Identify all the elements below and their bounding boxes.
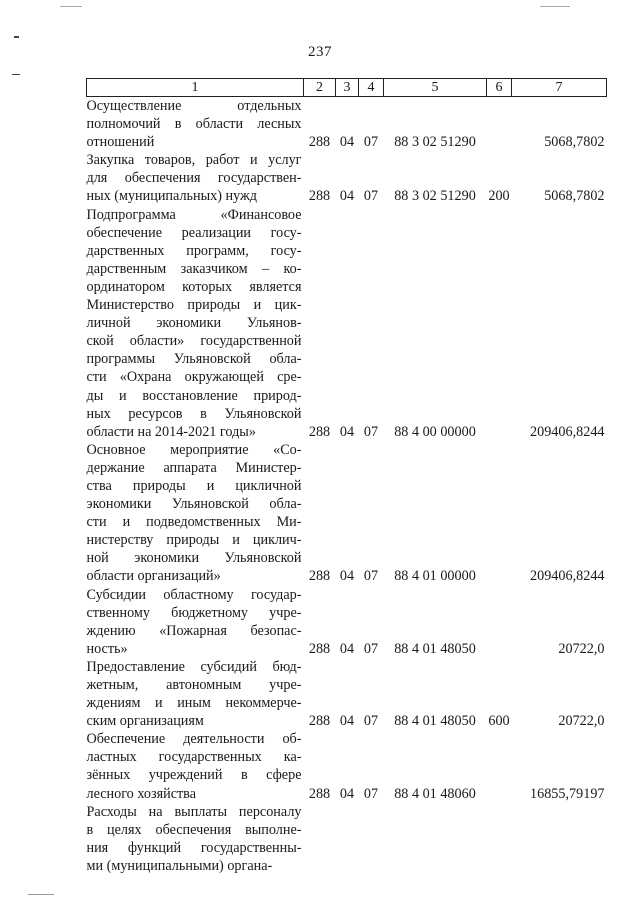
column-header: 7	[512, 79, 607, 97]
description-line: Основное мероприятие «Со-	[86, 441, 302, 458]
page-number: 237	[308, 44, 332, 60]
expense-type-code	[487, 803, 512, 875]
column-header: 5	[384, 79, 487, 97]
description-line: ной экономики Ульяновской	[86, 550, 302, 567]
description-line: жетным, автономным учре-	[86, 677, 302, 693]
target-article-code: 88 3 02 51290	[394, 134, 476, 151]
expense-type-code	[487, 206, 512, 441]
description-line: Министерство природы и цик-	[86, 297, 302, 314]
subsection-code: 07	[363, 785, 379, 802]
description-line: ждению «Пожарная безопас-	[86, 622, 302, 639]
target-article-code: 88 4 01 48050	[394, 640, 476, 657]
description-line: обеспечение реализации госу-	[86, 224, 302, 241]
amount: 5068,7802	[544, 134, 605, 151]
amount: 209406,8244	[530, 423, 605, 440]
expense-type-code: 200	[488, 188, 510, 205]
subsection-code	[359, 803, 384, 875]
description-line: ственному бюджетному учре-	[86, 604, 302, 621]
table-row	[87, 151, 607, 205]
scan-mark	[12, 74, 20, 75]
chapter-code	[304, 803, 336, 875]
section-code: 04	[339, 134, 355, 151]
chapter-code: 288	[308, 640, 331, 657]
description-line: экономики Ульяновской обла-	[86, 496, 302, 513]
description-line: ния функций государственны-	[86, 839, 302, 856]
chapter-code: 288	[308, 423, 331, 440]
description-line: сти и подведомственных Ми-	[86, 514, 302, 531]
description-line: ждениям и иным некоммерче-	[86, 695, 302, 712]
row-description	[87, 441, 304, 586]
column-header: 2	[304, 79, 336, 97]
amount	[512, 803, 607, 875]
chapter-code: 288	[308, 568, 331, 585]
row-description	[87, 803, 304, 875]
amount: 20722,0	[558, 640, 605, 657]
description-line: ных ресурсов в Ульяновской	[86, 405, 302, 422]
subsection-code: 07	[363, 640, 379, 657]
description-line: лесного хозяйства	[86, 785, 196, 802]
section-code: 04	[339, 568, 355, 585]
target-article-code: 88 4 01 00000	[394, 568, 476, 585]
amount: 5068,7802	[544, 188, 605, 205]
description-line: Подпрограмма «Финансовое	[86, 206, 302, 223]
scan-mark	[60, 6, 82, 7]
table-row	[87, 658, 607, 730]
description-line: ской области» государственной	[86, 333, 302, 350]
section-code: 04	[339, 188, 355, 205]
description-line: области на 2014-2021 годы»	[86, 423, 256, 440]
description-line: Осуществление отдельных	[86, 98, 302, 114]
description-line: Закупка товаров, работ и услуг	[86, 152, 302, 169]
subsection-code: 07	[363, 188, 379, 205]
subsection-code: 07	[363, 713, 379, 730]
section-code	[336, 803, 359, 875]
description-line: ных (муниципальных) нужд	[86, 188, 258, 205]
description-line: зённых учреждений в сфере	[86, 767, 302, 784]
description-line: нистерству природы и циклич-	[86, 532, 302, 549]
table-header-row	[87, 79, 607, 97]
description-line: сти «Охрана окружающей сре-	[86, 369, 302, 386]
scan-mark	[28, 894, 54, 895]
row-description	[87, 151, 304, 205]
table-row	[87, 586, 607, 658]
budget-table	[86, 78, 607, 875]
table-row	[87, 97, 607, 152]
description-line: для обеспечения государствен-	[86, 170, 302, 187]
description-line: ластных государственных ка-	[86, 749, 302, 766]
expense-type-code	[487, 441, 512, 586]
chapter-code: 288	[308, 134, 331, 151]
description-line: ми (муниципальными) органа-	[86, 857, 273, 874]
description-line: ства природы и цикличной	[86, 477, 302, 494]
target-article-code	[384, 803, 487, 875]
description-line: полномочий в области лесных	[86, 116, 302, 133]
target-article-code: 88 4 01 48060	[394, 785, 476, 802]
amount: 16855,79197	[530, 785, 605, 802]
row-description	[87, 730, 304, 802]
subsection-code: 07	[363, 423, 379, 440]
description-line: личной экономики Ульянов-	[86, 315, 302, 332]
description-line: дарственным заказчиком – ко-	[86, 260, 302, 277]
amount: 20722,0	[558, 713, 605, 730]
scan-mark	[14, 36, 19, 38]
target-article-code: 88 4 00 00000	[394, 423, 476, 440]
subsection-code: 07	[363, 134, 379, 151]
description-line: Расходы на выплаты персоналу	[86, 803, 302, 820]
section-code: 04	[339, 640, 355, 657]
description-line: Обеспечение деятельности об-	[86, 731, 302, 748]
section-code: 04	[339, 423, 355, 440]
column-header: 1	[87, 79, 304, 97]
expense-type-code: 600	[488, 713, 510, 730]
table-row	[87, 206, 607, 441]
row-description	[87, 206, 304, 441]
column-header: 4	[359, 79, 384, 97]
section-code: 04	[339, 713, 355, 730]
description-line: ность»	[86, 640, 128, 657]
expense-type-code	[487, 97, 512, 152]
table-row	[87, 730, 607, 802]
description-line: ды и восстановление природ-	[86, 387, 302, 404]
chapter-code: 288	[308, 188, 331, 205]
target-article-code: 88 4 01 48050	[394, 713, 476, 730]
scan-mark	[540, 6, 570, 7]
description-line: дарственных программ, госу-	[86, 242, 302, 259]
description-line: в целях обеспечения выполне-	[86, 821, 302, 838]
section-code: 04	[339, 785, 355, 802]
table-row	[87, 803, 607, 875]
row-description	[87, 658, 304, 730]
chapter-code: 288	[308, 785, 331, 802]
row-description	[87, 586, 304, 658]
description-line: Предоставление субсидий бюд-	[86, 658, 302, 675]
column-header: 6	[487, 79, 512, 97]
row-description	[87, 97, 304, 152]
description-line: ординатором которых является	[86, 278, 302, 295]
description-line: отношений	[86, 134, 155, 151]
target-article-code: 88 3 02 51290	[394, 188, 476, 205]
chapter-code: 288	[308, 713, 331, 730]
description-line: держание аппарата Министер-	[86, 459, 302, 476]
table-row	[87, 441, 607, 586]
description-line: области организаций»	[86, 568, 221, 585]
amount: 209406,8244	[530, 568, 605, 585]
column-header: 3	[336, 79, 359, 97]
description-line: Субсидии областному государ-	[86, 586, 302, 603]
subsection-code: 07	[363, 568, 379, 585]
description-line: ским организациям	[86, 713, 204, 730]
description-line: программы Ульяновской обла-	[86, 351, 302, 368]
expense-type-code	[487, 586, 512, 658]
expense-type-code	[487, 730, 512, 802]
